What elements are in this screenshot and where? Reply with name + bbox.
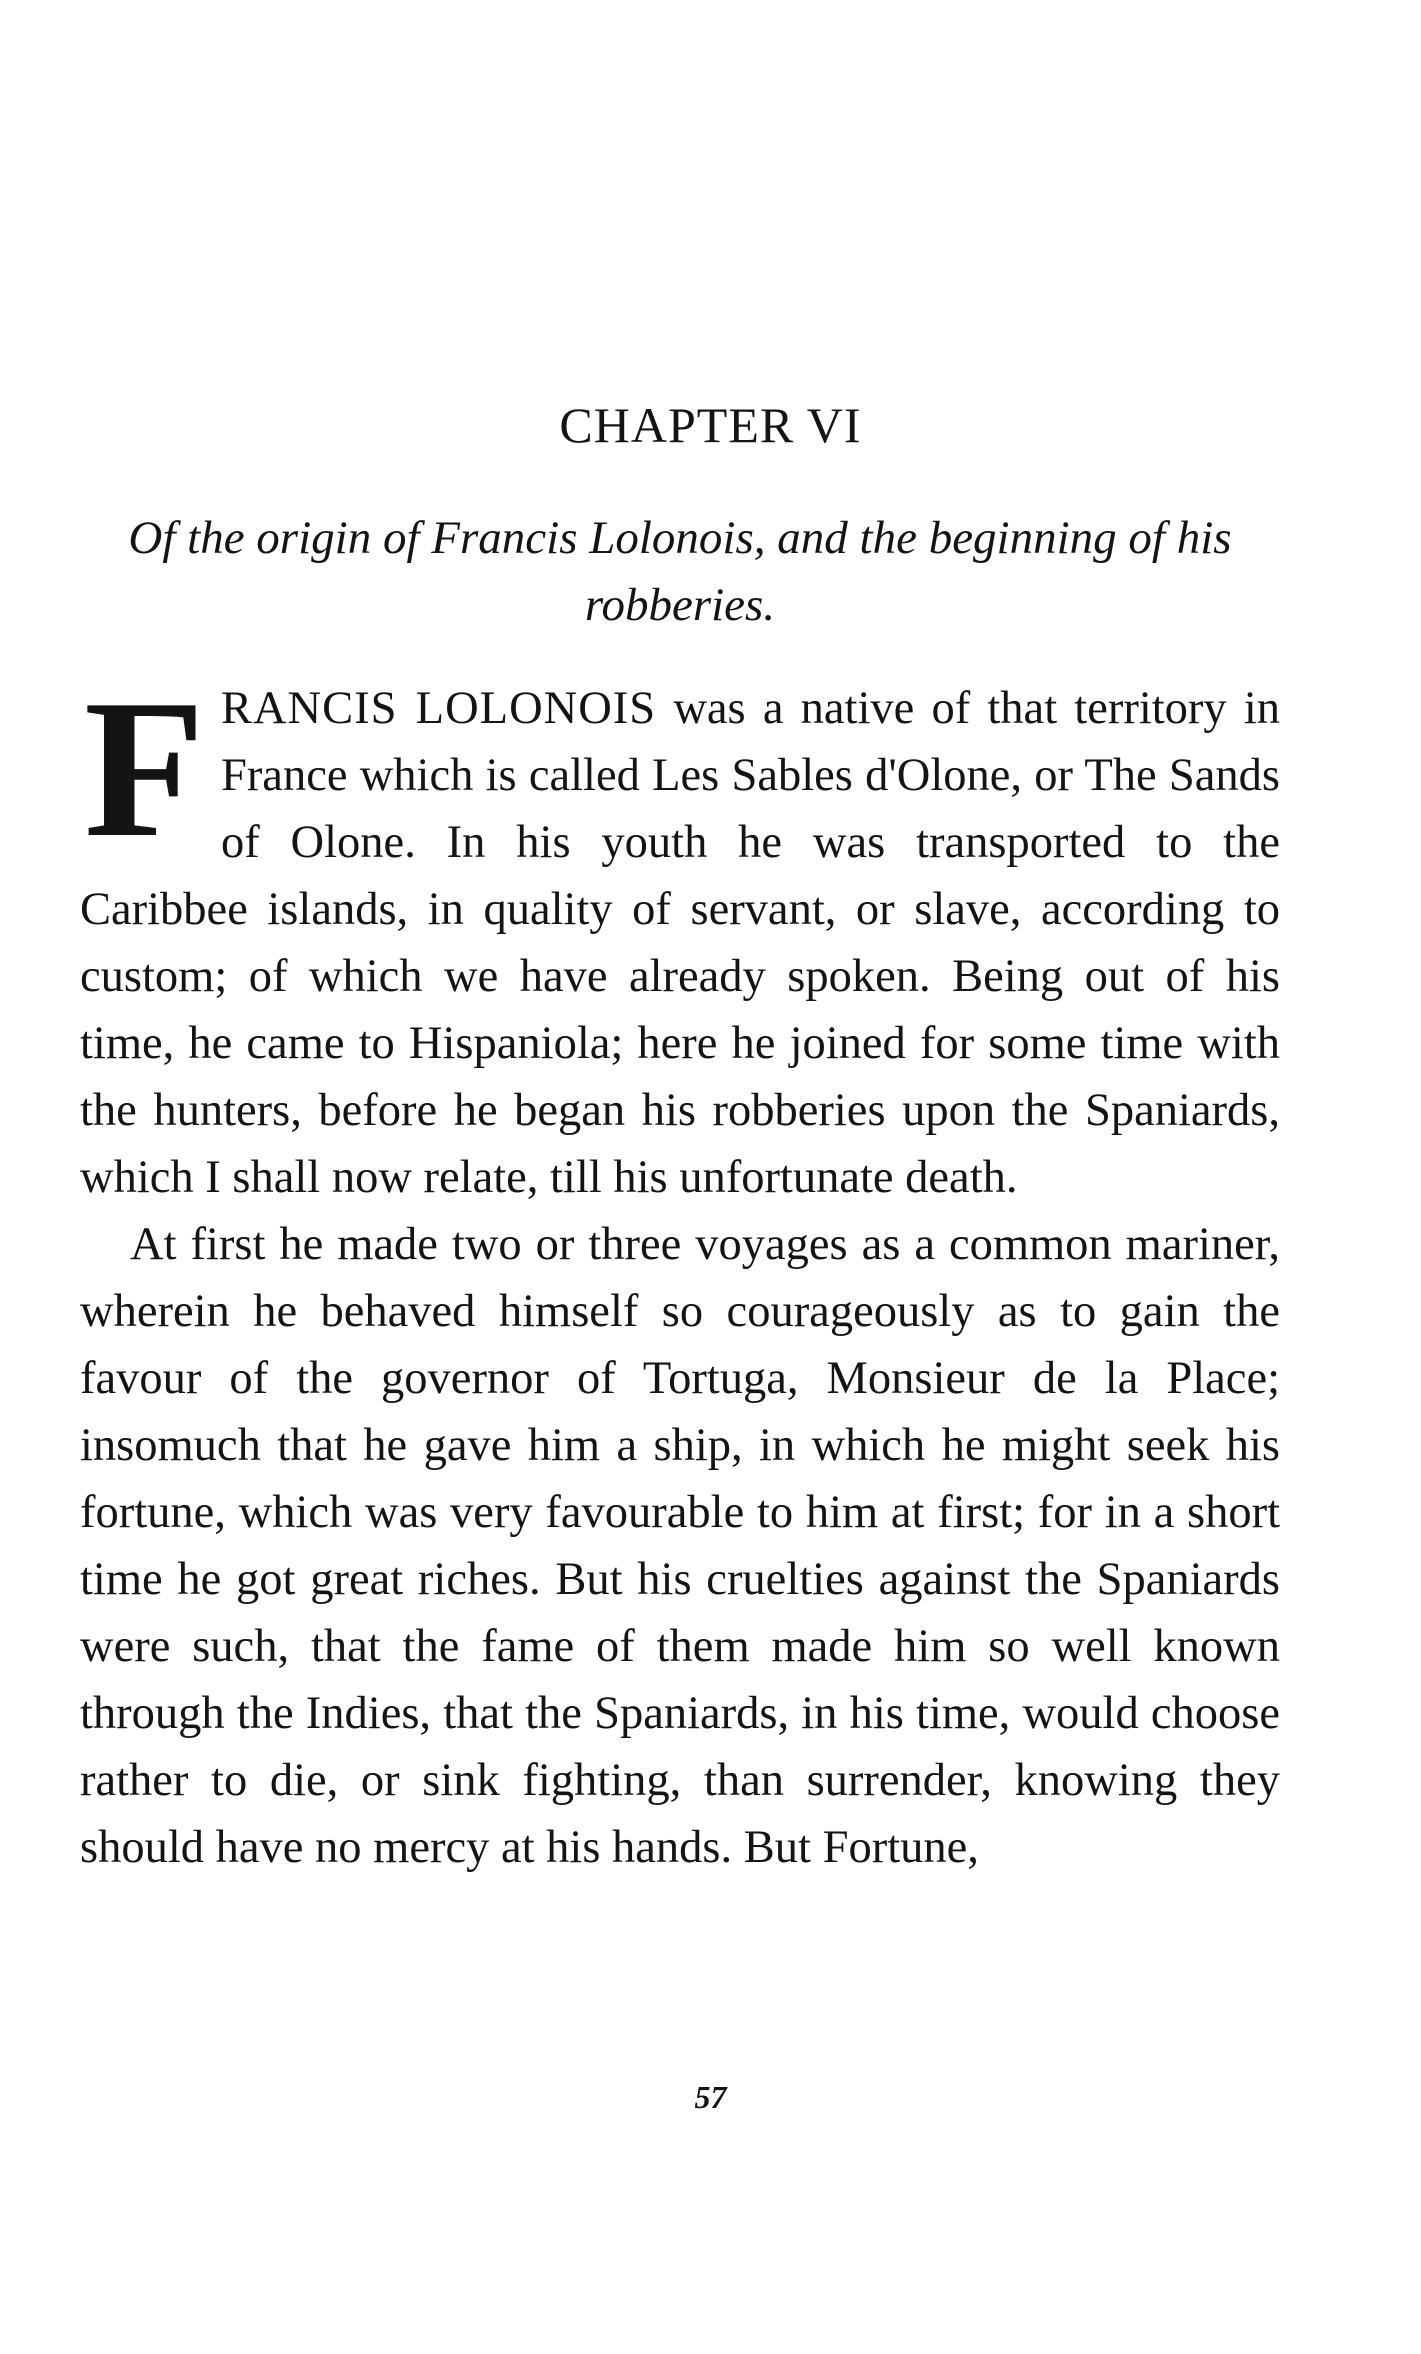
drop-cap-letter: F	[84, 659, 203, 878]
paragraph-1	[80, 659, 1280, 1211]
chapter-heading: CHAPTER VI	[559, 397, 862, 453]
body-text	[80, 659, 1280, 1881]
chapter-subtitle: Of the origin of Francis Lolonois, and the beginning of his robberies.	[128, 512, 1232, 631]
page-number: 57	[694, 2079, 727, 2115]
paragraph-1-lead-caps: RANCIS LOLONOIS	[220, 683, 657, 734]
paragraph-2: At first he made two or three voyages as a common mariner, wherein he behaved himself so courageously as to gain the favour of the governor of Tortuga, Monsieur de la Place; insomuch that he gave him a ship, in which he might seek his fortune, which was very favourable to him at first; for in a short time he got great riches. But his cruelties against the Spaniards were such, that the fame of them made him so well known through the Indies, that the Spaniards, in his time, would choose rather to die, or sink fighting, than surrender, knowing they should have no mercy at his hands. But Fortune,	[80, 1219, 1280, 1873]
paragraph-1-text: was a native of that territory in France which is called Les Sables d'Olone, or The Sands of Olone. In his youth he was transported to the Caribbee islands, in quality of servant, or slave, according to custom; of which we have already spoken. Being out of his time, he came to Hispaniola; here he joined for some time with the hunters, before he began his robberies upon the Spaniards, which I shall now relate, till his unfortunate death.	[80, 683, 1280, 1203]
